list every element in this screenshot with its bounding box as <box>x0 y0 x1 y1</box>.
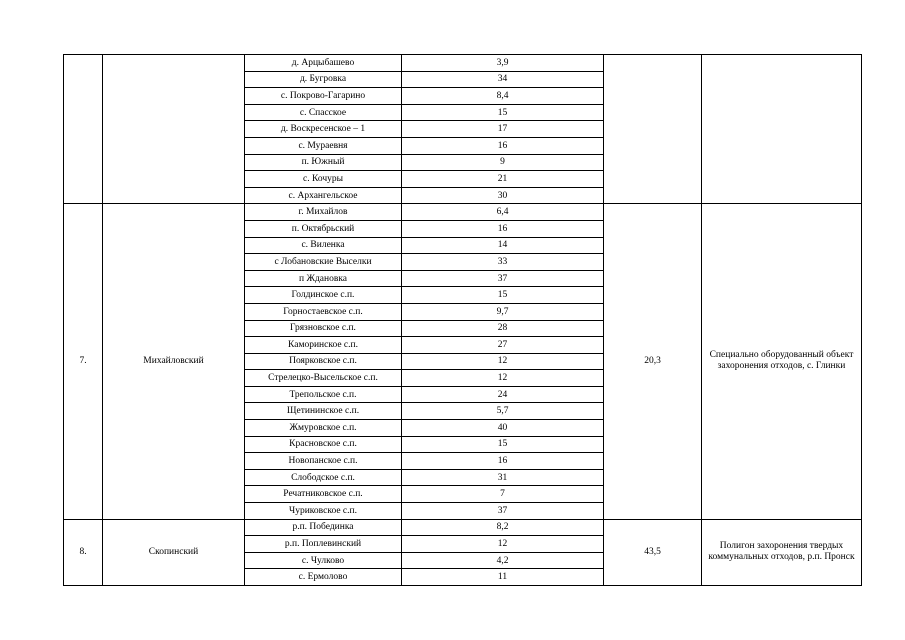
distance-cell: 16 <box>402 137 604 154</box>
settlement-cell: р.п. Побединка <box>245 519 402 536</box>
settlement-cell: Горностаевское с.п. <box>245 303 402 320</box>
settlement-cell: п Ждановка <box>245 270 402 287</box>
settlement-cell: п. Южный <box>245 154 402 171</box>
group-distance-cell <box>604 55 702 204</box>
settlement-cell: Речатниковское с.п. <box>245 486 402 503</box>
number-cell: 7. <box>64 204 103 519</box>
settlement-cell: Чуриковское с.п. <box>245 503 402 520</box>
settlement-cell: Стрелецко-Высельское с.п. <box>245 370 402 387</box>
facility-cell: Полигон захоронения твердых коммунальных отходов, р.п. Пронск <box>702 519 862 585</box>
settlement-cell: р.п. Поплевинский <box>245 536 402 553</box>
table-row <box>64 55 862 72</box>
distance-cell: 37 <box>402 503 604 520</box>
distance-cell: 16 <box>402 220 604 237</box>
settlement-cell: Голдинское с.п. <box>245 287 402 304</box>
table-body <box>64 55 862 586</box>
settlement-cell: с. Чулково <box>245 552 402 569</box>
distance-cell: 15 <box>402 436 604 453</box>
table-row <box>64 519 862 536</box>
distance-cell: 4,2 <box>402 552 604 569</box>
district-cell: Скопинский <box>103 519 245 585</box>
table-row <box>64 204 862 221</box>
settlement-cell: д. Арцыбашево <box>245 55 402 72</box>
distance-cell: 40 <box>402 420 604 437</box>
settlement-cell: с. Виленка <box>245 237 402 254</box>
distance-cell: 8,4 <box>402 88 604 105</box>
facility-cell: Специально оборудованный объект захоронения отходов, с. Глинки <box>702 204 862 519</box>
distance-cell: 3,9 <box>402 55 604 72</box>
settlement-cell: Новопанское с.п. <box>245 453 402 470</box>
settlement-cell: г. Михайлов <box>245 204 402 221</box>
distance-cell: 37 <box>402 270 604 287</box>
settlement-cell: Трепольское с.п. <box>245 386 402 403</box>
distance-cell: 5,7 <box>402 403 604 420</box>
settlement-cell: Слободское с.п. <box>245 469 402 486</box>
settlement-cell: Грязновское с.п. <box>245 320 402 337</box>
distance-cell: 7 <box>402 486 604 503</box>
settlement-cell: д. Бугровка <box>245 71 402 88</box>
settlement-cell: с. Ермолово <box>245 569 402 586</box>
number-cell <box>64 55 103 204</box>
settlement-cell: Жмуровское с.п. <box>245 420 402 437</box>
distance-cell: 14 <box>402 237 604 254</box>
settlement-cell: с. Кочуры <box>245 171 402 188</box>
distance-cell: 9,7 <box>402 303 604 320</box>
distance-cell: 15 <box>402 287 604 304</box>
distance-cell: 24 <box>402 386 604 403</box>
distance-cell: 30 <box>402 187 604 204</box>
settlement-cell: с Лобановские Выселки <box>245 254 402 271</box>
settlement-cell: п. Октябрьский <box>245 220 402 237</box>
distance-cell: 33 <box>402 254 604 271</box>
settlement-cell: Красновское с.п. <box>245 436 402 453</box>
distance-cell: 17 <box>402 121 604 138</box>
group-distance-cell: 43,5 <box>604 519 702 585</box>
distance-cell: 15 <box>402 104 604 121</box>
distance-cell: 27 <box>402 337 604 354</box>
distance-cell: 11 <box>402 569 604 586</box>
settlements-table <box>63 54 862 586</box>
distance-cell: 21 <box>402 171 604 188</box>
settlement-cell: Поярковское с.п. <box>245 353 402 370</box>
distance-cell: 28 <box>402 320 604 337</box>
distance-cell: 31 <box>402 469 604 486</box>
distance-cell: 6,4 <box>402 204 604 221</box>
number-cell: 8. <box>64 519 103 585</box>
distance-cell: 8,2 <box>402 519 604 536</box>
distance-cell: 34 <box>402 71 604 88</box>
distance-cell: 12 <box>402 353 604 370</box>
settlement-cell: с. Покрово-Гагарино <box>245 88 402 105</box>
settlement-cell: Щетининское с.п. <box>245 403 402 420</box>
district-cell: Михайловский <box>103 204 245 519</box>
settlement-cell: с. Архангельское <box>245 187 402 204</box>
distance-cell: 9 <box>402 154 604 171</box>
district-cell <box>103 55 245 204</box>
facility-cell <box>702 55 862 204</box>
distance-cell: 12 <box>402 536 604 553</box>
distance-cell: 16 <box>402 453 604 470</box>
settlement-cell: д. Воскресенское – 1 <box>245 121 402 138</box>
settlement-cell: с. Спасское <box>245 104 402 121</box>
group-distance-cell: 20,3 <box>604 204 702 519</box>
settlement-cell: Каморинское с.п. <box>245 337 402 354</box>
settlement-cell: с. Мураевня <box>245 137 402 154</box>
distance-cell: 12 <box>402 370 604 387</box>
